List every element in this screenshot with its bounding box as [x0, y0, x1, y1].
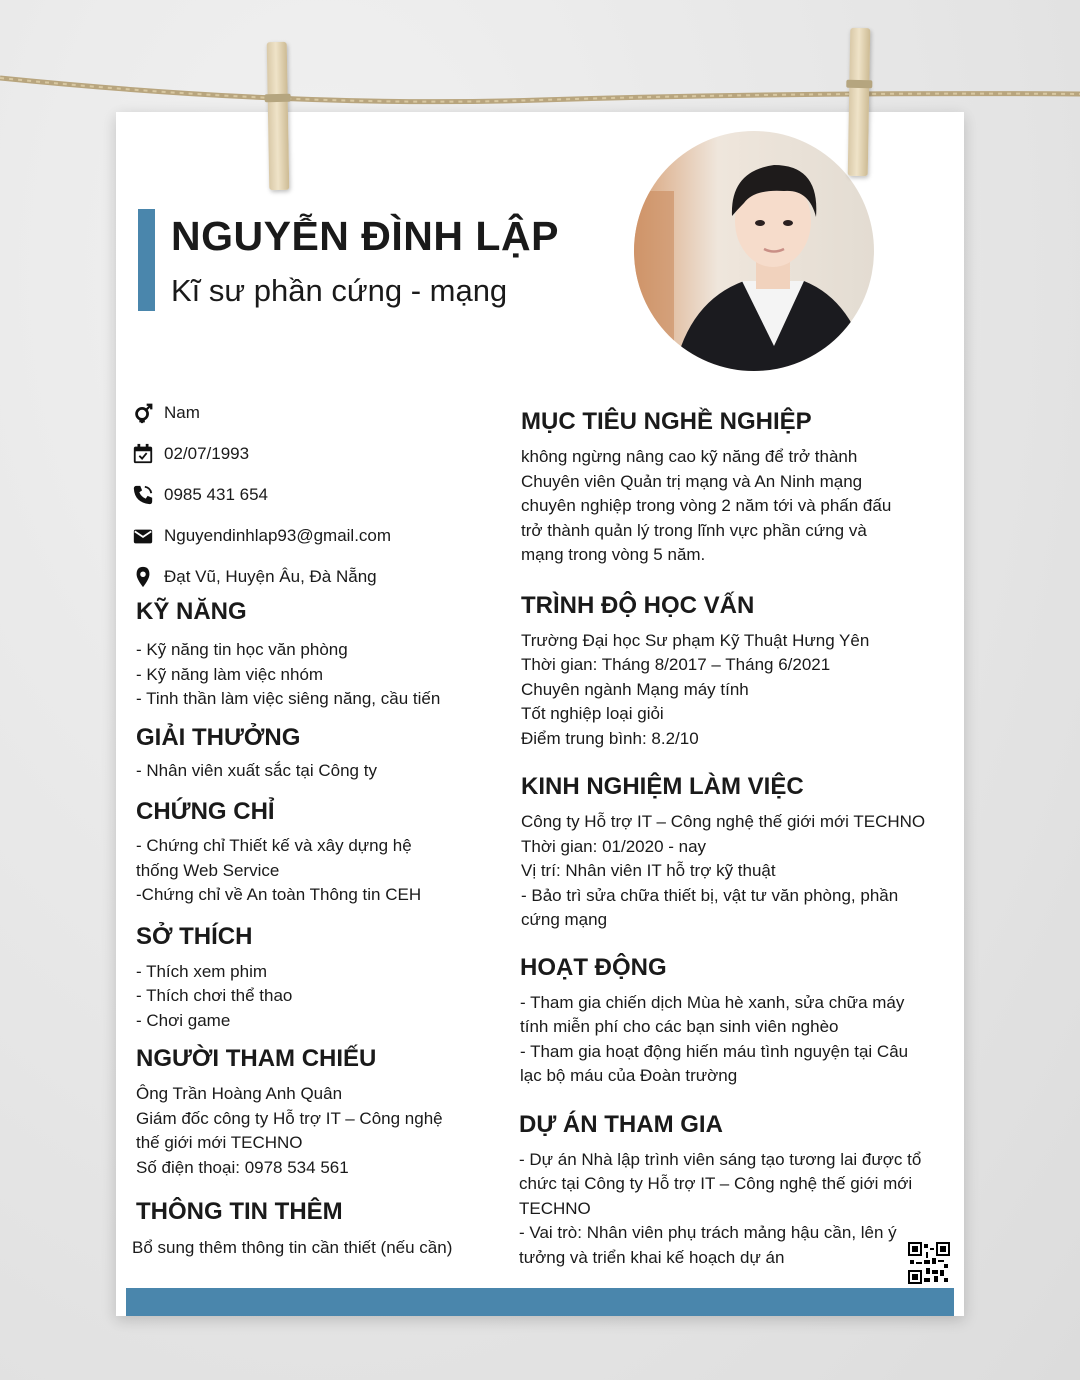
references-line: thế giới mới TECHNO [136, 1133, 303, 1152]
certificates-line: thống Web Service [136, 860, 280, 880]
skills-line: - Tinh thần làm việc siêng năng, cầu tiến [136, 689, 441, 708]
projects-line: - Dự án Nhà lập trình viên sáng tạo tương lai được tổ [519, 1149, 922, 1169]
skills-line: - Kỹ năng tin học văn phòng [136, 640, 348, 659]
objective-line: chuyên nghiệp trong vòng 2 năm tới và phấn đấu [521, 496, 892, 515]
activities-line: tính miễn phí cho các bạn sinh viên nghèo [520, 1017, 839, 1036]
skills-title: KỸ NĂNG [136, 598, 247, 625]
activities-title: HOẠT ĐỘNG [520, 953, 667, 981]
hobbies-line: - Chơi game [136, 1010, 231, 1030]
name-accent-bar [138, 209, 155, 311]
education-line: Thời gian: Tháng 8/2017 – Tháng 6/2021 [521, 655, 831, 674]
candidate-role: Kĩ sư phần cứng - mạng [171, 273, 508, 308]
references-section [136, 1045, 476, 1180]
activities-line: lạc bộ máu của Đoàn trường [520, 1066, 738, 1085]
objective-line: không ngừng nâng cao kỹ năng để trở thành [521, 447, 858, 466]
right-column [521, 408, 926, 1270]
awards-section [136, 724, 476, 784]
calendar-icon [132, 443, 154, 465]
references-title: NGƯỜI THAM CHIẾU [136, 1045, 377, 1072]
contact-email [132, 515, 492, 556]
activities-line: - Tham gia hoạt động hiến máu tình nguyện tại Câu [520, 1041, 909, 1061]
footer-accent-bar [126, 1288, 954, 1316]
projects-line: chức tại Công ty Hỗ trợ IT – Công nghệ thế giới mới [519, 1174, 913, 1193]
objective-title: MỤC TIÊU NGHỀ NGHIỆP [521, 408, 812, 435]
hobbies-title: SỞ THÍCH [136, 922, 253, 950]
left-column [132, 598, 476, 1261]
awards-line: - Nhân viên xuất sắc tại Công ty [136, 760, 377, 780]
experience-title: KINH NGHIỆM LÀM VIỆC [521, 773, 804, 800]
objective-line: Chuyên viên Quản trị mạng và An Ninh mạng [521, 471, 863, 491]
cv-paper [116, 112, 964, 1316]
skills-line: - Kỹ năng làm việc nhóm [136, 664, 324, 684]
contact-list [132, 392, 492, 597]
activities-line: - Tham gia chiến dịch Mùa hè xanh, sửa chữa máy [520, 992, 905, 1012]
projects-title: DỰ ÁN THAM GIA [519, 1110, 723, 1138]
qr-code-icon [908, 1242, 950, 1284]
more-info-line: Bổ sung thêm thông tin cần thiết (nếu cần) [132, 1238, 453, 1257]
awards-title: GIẢI THƯỞNG [136, 723, 301, 751]
gender-icon [132, 402, 154, 424]
location-icon [132, 566, 154, 588]
email-value: Nguyendinhlap93@gmail.com [164, 525, 392, 545]
experience-line: - Bảo trì sửa chữa thiết bị, vật tư văn phòng, phần [521, 885, 899, 905]
contact-birthday [132, 433, 492, 474]
projects-line: tưởng và triển khai kế hoạch dự án [519, 1247, 785, 1267]
contact-phone [132, 474, 492, 515]
experience-section [521, 773, 926, 933]
hobbies-line: - Thích chơi thể thao [136, 986, 293, 1005]
email-icon [132, 525, 154, 547]
education-line: Chuyên ngành Mạng máy tính [521, 679, 749, 699]
birthday-value: 02/07/1993 [164, 443, 250, 463]
gender-value: Nam [164, 402, 200, 422]
experience-line: Vị trí: Nhân viên IT hỗ trợ kỹ thuật [521, 861, 776, 880]
references-line: Ông Trần Hoàng Anh Quân [136, 1084, 343, 1103]
avatar-photo [634, 131, 874, 371]
hobbies-section [136, 923, 476, 1034]
certificates-section [136, 798, 476, 908]
education-line: Tốt nghiệp loại giỏi [521, 704, 664, 723]
contact-address [132, 556, 492, 597]
projects-section [519, 1111, 926, 1271]
education-section [521, 592, 926, 752]
objective-line: trở thành quản lý trong lĩnh vực phần cứng và [521, 520, 867, 540]
more-info-section [132, 1198, 476, 1261]
education-line: Trường Đại học Sư phạm Kỹ Thuật Hưng Yên [521, 630, 870, 650]
references-line: Số điện thoại: 0978 534 561 [136, 1157, 349, 1177]
experience-line: cứng mạng [521, 910, 608, 929]
experience-line: Thời gian: 01/2020 - nay [521, 836, 707, 856]
clothespin-right [848, 28, 871, 176]
projects-line: - Vai trò: Nhân viên phụ trách mảng hậu cần, lên ý [519, 1223, 897, 1242]
phone-icon [132, 484, 154, 506]
activities-section [520, 954, 926, 1089]
contact-gender [132, 392, 492, 433]
certificates-line: -Chứng chỉ về An toàn Thông tin CEH [136, 885, 422, 904]
more-info-title: THÔNG TIN THÊM [136, 1198, 343, 1225]
candidate-name: NGUYỄN ĐÌNH LẬP [171, 213, 559, 259]
education-line: Điểm trung bình: 8.2/10 [521, 728, 699, 748]
hobbies-line: - Thích xem phim [136, 961, 268, 981]
certificates-title: CHỨNG CHỈ [136, 798, 275, 825]
certificates-line: - Chứng chỉ Thiết kế và xây dựng hệ [136, 836, 412, 855]
clothespin-left [267, 42, 290, 190]
objective-section [521, 408, 926, 568]
address-value: Đạt Vũ, Huyện Âu, Đà Nẵng [164, 566, 377, 586]
references-line: Giám đốc công ty Hỗ trợ IT – Công nghệ [136, 1108, 443, 1128]
phone-value: 0985 431 654 [164, 484, 268, 504]
skills-section [136, 598, 476, 712]
projects-line: TECHNO [519, 1198, 591, 1218]
objective-line: mạng trong vòng 5 năm. [521, 545, 706, 564]
experience-line: Công ty Hỗ trợ IT – Công nghệ thế giới mới TECHNO [521, 812, 926, 831]
education-title: TRÌNH ĐỘ HỌC VẤN [521, 591, 755, 619]
